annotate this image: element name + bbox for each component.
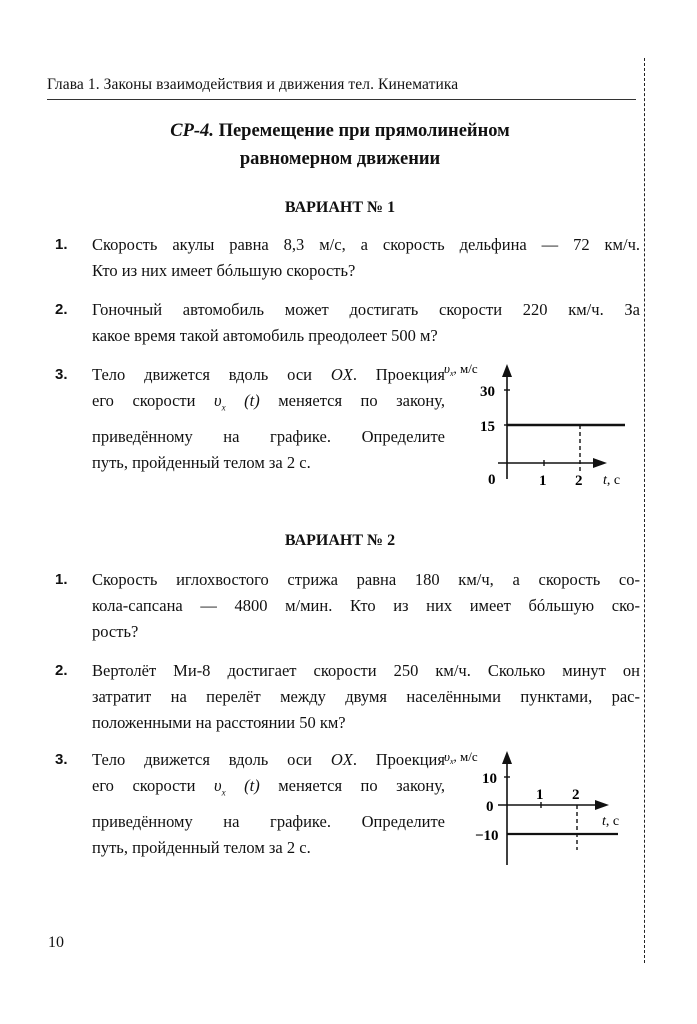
task-number: 3.	[55, 751, 68, 768]
task-number: 1.	[55, 236, 68, 253]
velocity-symbol: $\upsilon_x$	[214, 391, 226, 413]
task-line: положенными на расстоянии 50 км?	[92, 713, 346, 732]
task-line: рость?	[92, 622, 139, 641]
y-tick-0: 0	[486, 799, 494, 815]
task-line: путь, пройденный телом за 2 с.	[92, 453, 311, 473]
section-title-line1: Перемещение при прямолинейном	[218, 121, 510, 141]
section-code: СР-4.	[170, 121, 214, 141]
x-axis-label: t, с	[602, 814, 620, 829]
task-line: кола-сапсана — 4800 м/мин. Кто из них имеет бóльшую ско-	[92, 596, 640, 615]
task-line: его скорости $\upsilon_x$ (t) меняется по закону,	[92, 776, 445, 798]
task-line: Кто из них имеет бóльшую скорость?	[92, 261, 356, 280]
x-tick-2: 2	[572, 787, 580, 803]
section-title	[60, 117, 620, 173]
x-tick-1: 1	[536, 787, 544, 803]
task-line: Скорость иглохвостого стрижа равна 180 км/ч, а скорость со-	[92, 570, 640, 589]
x-tick-2: 2	[575, 473, 583, 489]
variant-1-heading: ВАРИАНТ № 1	[284, 199, 396, 216]
task-line: приведённому на графике. Определите	[92, 427, 445, 447]
y-tick-30: 30	[480, 384, 495, 400]
x-tick-1: 1	[539, 473, 547, 489]
task-line: его скорости $\upsilon_x$ (t) меняется по закону,	[92, 391, 445, 413]
page-number: 10	[48, 934, 64, 951]
header-rule	[47, 99, 636, 100]
velocity-chart-variant-1	[440, 355, 640, 495]
task-number: 2.	[55, 301, 68, 318]
axis-name: OX	[330, 365, 353, 384]
section-title-line2: равномерном движении	[239, 149, 441, 169]
task-line: Скорость акулы равна 8,3 м/с, а скорость дельфина — 72 км/ч.	[92, 235, 640, 254]
running-head: Глава 1. Законы взаимодействия и движения тел. Кинематика	[47, 76, 459, 93]
origin-label: 0	[488, 472, 496, 488]
task-line: приведённому на графике. Определите	[92, 812, 445, 832]
y-tick-minus-10: −10	[475, 828, 499, 844]
velocity-chart-variant-2	[440, 740, 640, 880]
task-line: Тело движется вдоль оси OX. Проекция	[92, 365, 445, 384]
task-line: Вертолёт Ми-8 достигает скорости 250 км/ч. Сколько минут он	[92, 661, 640, 680]
axis-name: OX	[330, 750, 353, 769]
velocity-symbol: $\upsilon_x$	[214, 776, 226, 798]
task-line: путь, пройденный телом за 2 с.	[92, 838, 311, 858]
task-number: 2.	[55, 662, 68, 679]
y-axis-label: $\upsilon_x$, м/с	[444, 749, 478, 766]
page-cut-dashed-line	[644, 58, 645, 963]
task-line: какое время такой автомобиль преодолеет 500 м?	[92, 326, 438, 345]
y-tick-15: 15	[480, 419, 495, 435]
y-tick-10: 10	[482, 771, 497, 787]
task-line: затратит на перелёт между двумя населёнными пунктами, рас-	[92, 687, 640, 706]
task-number: 1.	[55, 571, 68, 588]
variant-2-heading: ВАРИАНТ № 2	[284, 532, 396, 549]
y-axis-label: $\upsilon_x$, м/с	[444, 361, 478, 378]
task-number: 3.	[55, 366, 68, 383]
task-line: Гоночный автомобиль может достигать скорости 220 км/ч. За	[92, 300, 640, 319]
x-axis-label: t, с	[603, 473, 621, 488]
task-line: Тело движется вдоль оси OX. Проекция	[92, 750, 445, 769]
